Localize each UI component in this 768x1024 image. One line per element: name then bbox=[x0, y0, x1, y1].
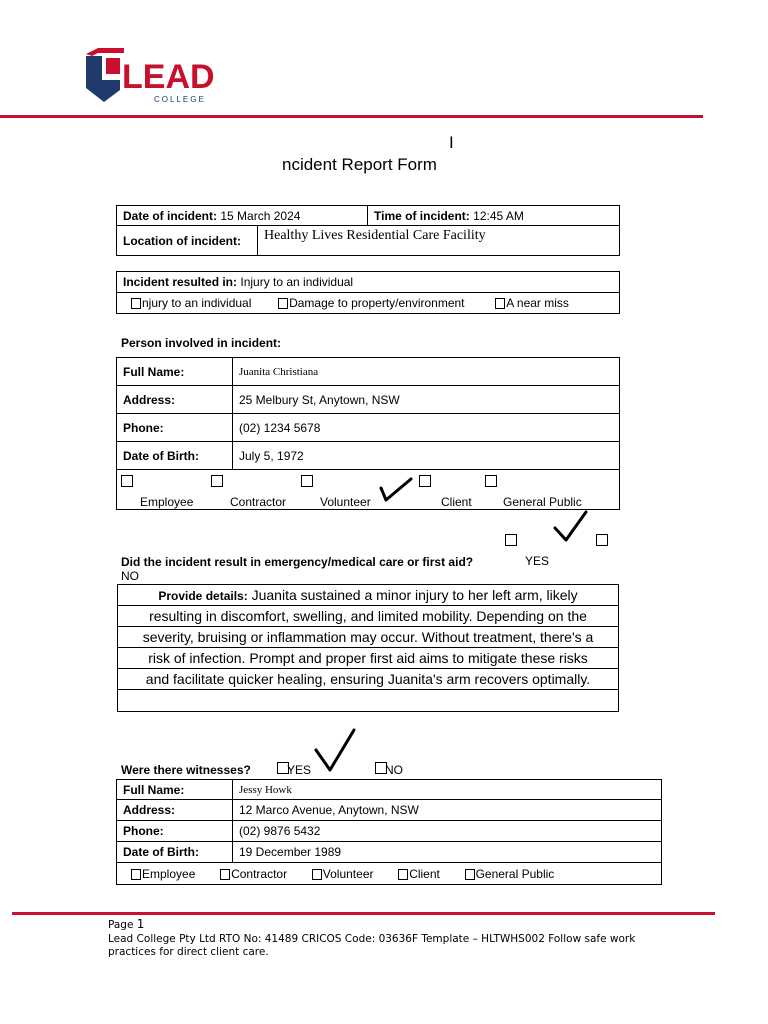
medical-yes-label: YES bbox=[525, 554, 550, 568]
person-address-value: 25 Melbury St, Anytown, NSW bbox=[233, 386, 620, 414]
details-box bbox=[117, 584, 619, 712]
witness-role-volunteer-label: Volunteer bbox=[322, 866, 374, 881]
damage-checkbox[interactable] bbox=[278, 298, 288, 309]
near-miss-option-label: A near miss bbox=[506, 296, 569, 310]
witness-role-contractor-label: Contractor bbox=[231, 866, 288, 881]
person-role-client-checkbox[interactable] bbox=[419, 475, 431, 487]
witness-role-employee-checkbox[interactable] bbox=[131, 869, 141, 880]
injury-option-label: njury to an individual bbox=[142, 296, 252, 310]
details-line-5: and facilitate quicker healing, ensuring Juanita's arm recovers optimally. bbox=[118, 669, 618, 690]
footer-page-label: Page bbox=[108, 919, 134, 931]
footer-page bbox=[108, 917, 144, 931]
person-table bbox=[116, 357, 620, 510]
medical-yes-checkbox[interactable] bbox=[505, 534, 517, 546]
header-rule bbox=[0, 115, 703, 118]
witness-phone-value: (02) 9876 5432 bbox=[233, 821, 662, 842]
incident-info-table bbox=[116, 205, 620, 226]
person-role-contractor-checkbox[interactable] bbox=[211, 475, 223, 487]
witness-role-public-checkbox[interactable] bbox=[465, 869, 475, 880]
witness-dob-value: 19 December 1989 bbox=[233, 842, 662, 863]
lead-college-logo bbox=[84, 44, 230, 106]
footer-rule bbox=[12, 912, 715, 915]
witness-address-label: Address: bbox=[123, 803, 176, 817]
person-dob-label: Date of Birth: bbox=[123, 448, 199, 463]
page-title: ncident Report Form bbox=[282, 155, 437, 174]
witness-role-client-checkbox[interactable] bbox=[398, 869, 408, 880]
near-miss-checkbox[interactable] bbox=[495, 298, 505, 309]
person-role-client-label: Client bbox=[441, 495, 472, 509]
witness-name-value: Jessy Howk bbox=[233, 780, 662, 800]
damage-option-label: Damage to property/environment bbox=[289, 296, 465, 310]
person-role-employee-checkbox[interactable] bbox=[121, 475, 133, 487]
witness-phone-label: Phone: bbox=[123, 824, 164, 838]
date-value: 15 March 2024 bbox=[220, 208, 301, 223]
details-line-1 bbox=[118, 585, 618, 606]
medical-no-checkbox[interactable] bbox=[596, 534, 608, 546]
witness-no-label: NO bbox=[385, 763, 403, 777]
footer-line-2: practices for direct client care. bbox=[108, 946, 269, 958]
person-name-value: Juanita Christiana bbox=[233, 358, 620, 386]
witness-role-employee-label: Employee bbox=[142, 866, 196, 881]
details-line-2: resulting in discomfort, swelling, and limited mobility. Depending on the bbox=[118, 606, 618, 627]
witness-yes-check-mark bbox=[312, 726, 358, 774]
details-text-1: Juanita sustained a minor injury to her left arm, likely bbox=[251, 587, 578, 603]
result-value: Injury to an individual bbox=[240, 275, 354, 289]
logo-subtext: COLLEGE bbox=[154, 95, 206, 104]
witness-dob-label: Date of Birth: bbox=[123, 845, 199, 859]
footer-page-number: 1 bbox=[136, 917, 145, 931]
witness-table bbox=[116, 779, 662, 885]
injury-checkbox[interactable] bbox=[131, 298, 141, 309]
volunteer-check-mark bbox=[378, 474, 414, 504]
witness-role-volunteer-checkbox[interactable] bbox=[312, 869, 322, 880]
incident-result-table bbox=[116, 271, 620, 314]
time-value: 12:45 AM bbox=[473, 208, 524, 223]
location-table bbox=[116, 225, 620, 256]
witness-role-public-label: General Public bbox=[475, 866, 555, 881]
person-phone-value: (02) 1234 5678 bbox=[233, 414, 620, 442]
witness-role-client-label: Client bbox=[409, 866, 440, 881]
result-label: Incident resulted in: bbox=[123, 275, 238, 289]
witness-address-value: 12 Marco Avenue, Anytown, NSW bbox=[233, 800, 662, 821]
witness-yes-label: YES bbox=[287, 763, 312, 777]
date-label: Date of incident: bbox=[123, 208, 218, 223]
witness-name-label: Full Name: bbox=[123, 782, 185, 797]
person-role-volunteer-label: Volunteer bbox=[320, 495, 371, 509]
person-address-label: Address: bbox=[123, 392, 176, 407]
person-role-contractor-label: Contractor bbox=[230, 495, 287, 509]
witness-role-contractor-checkbox[interactable] bbox=[220, 869, 230, 880]
details-line-4: risk of infection. Prompt and proper first aid aims to mitigate these risks bbox=[118, 648, 618, 669]
person-name-label: Full Name: bbox=[123, 364, 185, 379]
person-role-employee-label: Employee bbox=[140, 495, 194, 509]
person-role-public-checkbox[interactable] bbox=[485, 475, 497, 487]
footer-line-1: Lead College Pty Ltd RTO No: 41489 CRICOS Code: 03636F Template – HLTWHS002 Follow safe work bbox=[108, 933, 636, 945]
person-dob-value: July 5, 1972 bbox=[233, 442, 620, 470]
logo-text: LEAD bbox=[122, 58, 215, 96]
person-heading: Person involved in incident: bbox=[121, 336, 282, 350]
title-first-letter: I bbox=[449, 133, 454, 152]
person-role-public-label: General Public bbox=[503, 495, 582, 509]
details-line-3: severity, bruising or inflammation may occur. Without treatment, there's a bbox=[118, 627, 618, 648]
location-value: Healthy Lives Residential Care Facility bbox=[258, 226, 620, 256]
person-phone-label: Phone: bbox=[123, 420, 164, 435]
medical-no-label: NO bbox=[121, 569, 139, 583]
person-role-volunteer-checkbox[interactable] bbox=[301, 475, 313, 487]
time-label: Time of incident: bbox=[374, 208, 470, 223]
witness-question: Were there witnesses? bbox=[121, 763, 251, 777]
location-label: Location of incident: bbox=[123, 233, 241, 248]
medical-question: Did the incident result in emergency/medical care or first aid? bbox=[121, 555, 474, 569]
medical-yes-check-mark bbox=[552, 508, 590, 544]
details-label: Provide details: bbox=[158, 589, 248, 603]
